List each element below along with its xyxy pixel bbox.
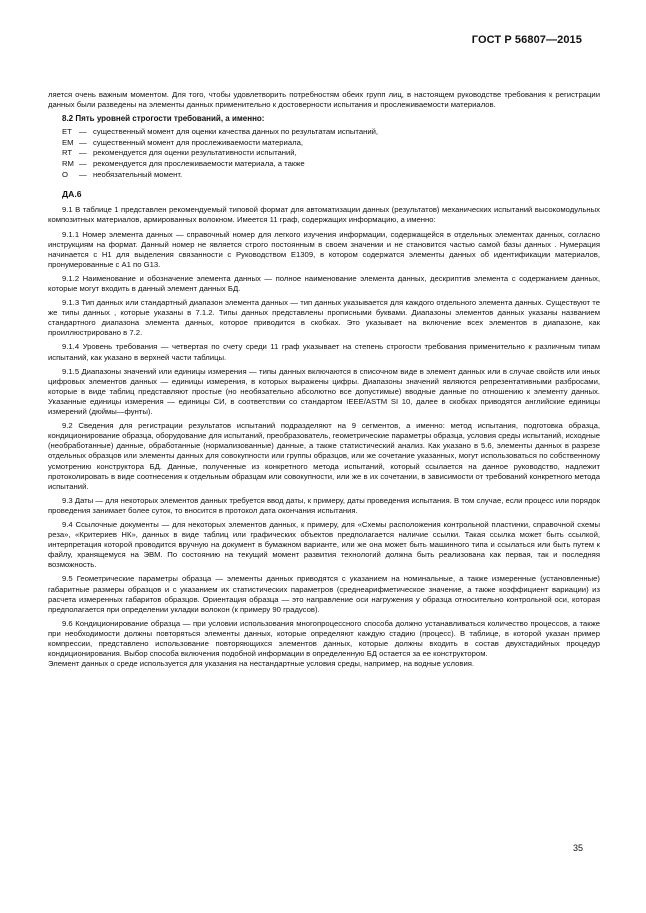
environment-data-element-line: Элемент данных о среде используется для указания на нестандартные условия среды, например, на водные условия.	[48, 659, 475, 669]
document-body	[48, 90, 600, 669]
paragraph-9-1-5: 9.1.5 Диапазоны значений или единицы измерения — типы данных включаются в списочном виде в элемент данных или в случае свойств или иных цифровых элементов данных — единицы измерения, в которых выражены цифры. Диапазоны значений являются репрезентативными разбросами, которые в виде таблиц представляют простые (но необязательно абсолютно все допустимые) вводные данные по отношению к элементу данных. Указанные единицы измерения — единицы СИ, в соответствии со стандартом IEEE/ASTM SI 10, далее в скобках приводятся английские единицы измерений (дюймы—фунты).	[48, 366, 600, 417]
requirement-level-code: О	[62, 169, 68, 179]
paragraph-9-2: 9.2 Сведения для регистрации результатов испытаний подразделяют на 9 сегментов, а именно: метод испытания, подготовка образца, кондиционирование образца, оборудование для испытаний, преобразователь, геометрические параметры образца, условия среды испытаний, исходные (необработанные) данные, обработанные (нормализованные) данные, а также статистический анализ. Как указано в 5.6, элементы данных в разрезе отдельных образцов или элементы данных для совокупности или группы образцов, или же сочетание указанных, могут использоваться по собственному усмотрению конструктора БД. Данные, полученные из конкретного метода испытаний, который ссылается на данное руководство, надлежит протоколировать в виде соотнесения к отдельным образцам или совокупности, или же в их сочетании, в зависимости от требований конкретного метода испытаний.	[48, 421, 600, 491]
document-id-header: ГОСТ Р 56807—2015	[471, 34, 582, 46]
requirement-level-text: необязательный момент.	[93, 169, 183, 179]
paragraph-9-1-1: 9.1.1 Номер элемента данных — справочный номер для легкого изучения информации, содержащейся в отдельных элементах данных, согласно инструкциям на формат. Данный номер не является строго постоянным в своем значении и не становится частью самой базы данных . Нумерация начинается с Н1 для выделения связанности с Руководством Е1309, в котором содержатся элементы данных об идентификации материалов, пронумерованные с А1 по G13.	[48, 229, 600, 269]
dash: —	[79, 137, 87, 147]
requirement-level-item	[62, 170, 600, 181]
paragraph-9-1: 9.1 В таблице 1 представлен рекомендуемый типовой формат для автоматизации данных (результатов) механических испытаний высокомодульных композитных материалов, армированных волокном. Имеется 11 граф, содержащих информацию, а именно:	[48, 205, 600, 225]
dash: —	[79, 127, 87, 137]
requirement-level-item	[62, 159, 600, 170]
paragraph-9-6: 9.6 Кондиционирование образца — при условии использования многопроцессного способа должно устанавливаться количество процессов, а также при необходимости должны повторяться элементы данных, которые определяют каждую стадию (процесс). В таблице, в которой указан пример компрессии, представлено использование повторяющихся элементов данных, которые должны входить в состав двухстадийных процедур кондиционирования. Выбор способа включения подобной информации в определенную БД остается за ее конструктором.	[48, 618, 600, 659]
requirement-level-code: ЕТ	[62, 127, 72, 137]
page-number: 35	[572, 843, 583, 853]
requirement-level-item	[62, 138, 600, 149]
requirement-level-code: RT	[62, 148, 73, 158]
paragraph-9-5: 9.5 Геометрические параметры образца — элементы данных приводятся с указанием на номинальные, а также измеренные (установленные) габаритные размеры образцов и с указанием их статистических параметров (среднеарифметическое значение, а также коэффициент вариации) из расчета измеренных габаритов образцов. Ориентация образца — это направление оси нагружения у образца относительно контрольной оси, которая предполагается при определении укладки волокон (к примеру 90 градусов).	[48, 574, 600, 614]
paragraph-9-1-4: 9.1.4 Уровень требования — четвертая по счету среди 11 граф указывает на степень строгости требования применительно к различным типам испытаний, как указано в верхней части таблицы.	[48, 342, 600, 362]
appendix-section-heading: ДА.6	[62, 189, 82, 200]
requirement-level-text: рекомендуется для оценки результативности испытаний,	[93, 148, 297, 158]
dash: —	[79, 169, 87, 179]
section-8-2-heading: 8.2 Пять уровней строгости требований, а именно:	[62, 114, 265, 124]
requirement-level-item	[62, 127, 600, 138]
continuation-paragraph: ляется очень важным моментом. Для того, чтобы удовлетворить потребностям обеих групп лиц, в настоящем руководстве требования к регистрации данных были разведены на элементы данных применительно к достоверности испытания и прослеживаемости материалов.	[48, 90, 600, 110]
requirement-level-text: существенный момент для оценки качества данных по результатам испытаний,	[93, 127, 379, 137]
paragraph-9-1-2: 9.1.2 Наименование и обозначение элемента данных — полное наименование элемента данных, дескриптив элемента с содержанием данных, которые могут входить в данный элемент данных БД.	[48, 273, 600, 293]
requirement-level-item	[62, 148, 600, 159]
requirement-level-text: существенный момент для прослеживаемости материала,	[93, 137, 303, 147]
requirement-level-code: ЕМ	[62, 137, 74, 147]
dash: —	[79, 148, 87, 158]
requirement-level-code: RM	[62, 159, 74, 169]
requirement-level-text: рекомендуется для прослеживаемости материала, а также	[93, 159, 305, 169]
paragraph-9-1-3: 9.1.3 Тип данных или стандартный диапазон элемента данных — тип данных указывается для каждого отдельного элемента данных. Существуют те же типы данных , которые указаны в 7.1.2. Типы данных представлены прописными буквами. Диапазоны элементов данных указаны названием стандартного диапазона элемента данных, которое приводится в скобках. Это указывает на включение всех элементов в диапазоне, как проиллюстрировано в 7.2.	[48, 298, 600, 338]
requirement-levels-list	[62, 127, 600, 180]
dash: —	[79, 159, 87, 169]
paragraph-9-4: 9.4 Ссылочные документы — для некоторых элементов данных, к примеру, для «Схемы расположения контрольной пластинки, справочной схемы реза», «Критериев НК», данных в виде таблиц или графических объектов предполагается наличие ссылки. Такая ссылка может быть ссылкой, интерпретация которой проводится вручную на документ в бумажном варианте, или же она может быть машинного типа и ссылаться или быть путем к файлу, хранящемуся на ЭВМ. По состоянию на текущий момент развития технологий должна быть реализована как первая, так и последняя возможность.	[48, 519, 600, 570]
paragraph-9-3: 9.3 Даты — для некоторых элементов данных требуется ввод даты, к примеру, даты проведения испытания. В том случае, если процесс или порядок проведения занимает более суток, то вносится в протокол дата окончания испытания.	[48, 495, 600, 515]
